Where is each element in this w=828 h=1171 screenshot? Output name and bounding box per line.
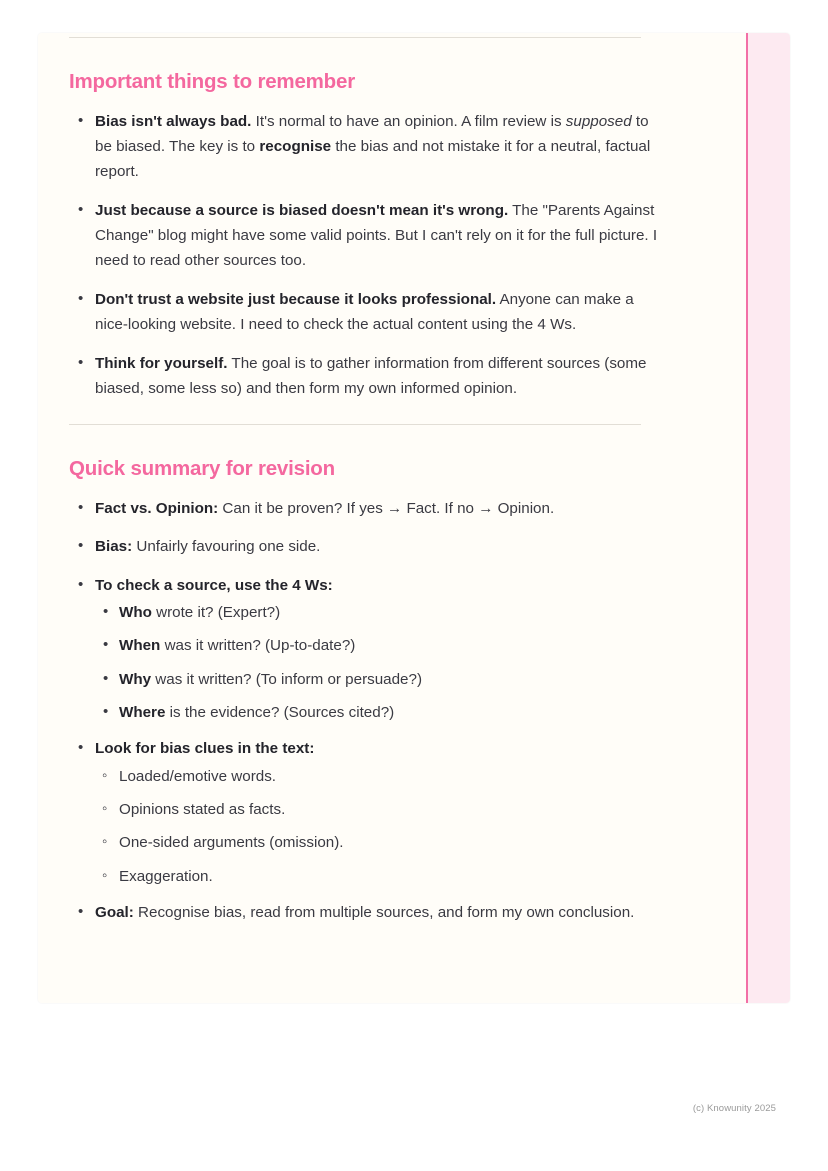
list-item — [69, 198, 669, 274]
divider-middle — [69, 424, 641, 425]
list-item-lead: Bias isn't always bad. — [95, 112, 252, 130]
list-item-lead: Goal: — [95, 903, 134, 921]
sub-list-item — [95, 765, 669, 789]
list-item — [69, 534, 669, 559]
sub-list-item — [95, 701, 669, 725]
sub-list-item-text: Opinions stated as facts. — [119, 801, 286, 818]
list-item-text: Recognise bias, read from multiple sources, and form my own conclusion. — [133, 903, 635, 921]
list-item — [69, 109, 669, 185]
sub-list-item — [95, 798, 669, 822]
list-item-text-3: the bias and not mistake it for a neutral, factual report. — [95, 137, 651, 181]
important-things-list — [69, 109, 669, 402]
sub-list-item-lead: Where — [119, 704, 166, 721]
list-item-text: Unfairly favouring one side. — [132, 538, 321, 556]
list-item-text: Anyone can make a nice-looking website. I need to check the actual content using the 4 Ws. — [95, 290, 634, 334]
list-item-text: The "Parents Against Change" blog might have some valid points. But I can't rely on it for the full picture. I need to read other sources too. — [95, 201, 658, 270]
sub-list-item — [95, 668, 669, 692]
document-content — [69, 33, 669, 938]
sub-list-item-lead: When — [119, 637, 161, 655]
bias-clues-sublist — [95, 765, 669, 889]
list-item-emphasis: supposed — [565, 112, 632, 130]
list-item — [69, 900, 669, 925]
sub-list-item — [95, 634, 669, 658]
list-item-lead: Bias: — [95, 538, 133, 556]
sub-list-item-text: wrote it? (Expert?) — [151, 604, 281, 622]
list-item-text: Can it be proven? If yes → Fact. If no → Opinion. — [218, 499, 555, 517]
section-title-important-things: Important things to remember — [69, 70, 355, 93]
sub-list-item-lead: Who — [119, 604, 152, 622]
four-ws-sublist — [95, 601, 669, 725]
sub-list-item — [95, 865, 669, 889]
list-item — [69, 351, 669, 402]
sub-list-item-text: was it written? (Up-to-date?) — [160, 637, 356, 655]
document-page — [38, 33, 790, 1003]
decorative-pink-strip — [746, 33, 790, 1003]
sub-list-item-text: Loaded/emotive words. — [119, 767, 277, 785]
list-item-bold-2: recognise — [259, 137, 332, 155]
list-item — [69, 496, 669, 521]
sub-list-item-text: Exaggeration. — [119, 867, 213, 885]
list-item-lead: Don't trust a website just because it looks professional. — [95, 290, 497, 308]
list-item — [69, 287, 669, 338]
sub-list-item-text: is the evidence? (Sources cited?) — [165, 704, 395, 721]
list-item — [69, 573, 669, 726]
section-title-quick-summary: Quick summary for revision — [69, 457, 335, 481]
list-item-lead: Fact vs. Opinion: — [95, 499, 219, 517]
list-item-text: The goal is to gather information from different sources (some biased, some less so) and then form my own informed opinion. — [95, 354, 647, 397]
list-item-lead: Think for yourself. — [95, 354, 228, 372]
quick-summary-list — [69, 496, 669, 925]
list-item-lead: To check a source, use the 4 Ws: — [95, 576, 333, 594]
sub-list-item-lead: Why — [119, 670, 152, 688]
sub-list-item-text: One-sided arguments (omission). — [119, 834, 344, 852]
list-item-text: It's normal to have an opinion. A film review is — [251, 112, 566, 130]
list-item-text-2: to be biased. The key is to — [95, 112, 649, 155]
list-item-lead: Just because a source is biased doesn't mean it's wrong. — [95, 201, 509, 219]
list-item — [69, 736, 669, 889]
sub-list-item — [95, 831, 669, 855]
list-item-lead: Look for bias clues in the text: — [95, 740, 315, 758]
footer-copyright: (c) Knowunity 2025 — [692, 1103, 776, 1114]
divider-top — [69, 37, 641, 38]
sub-list-item — [95, 601, 669, 625]
sub-list-item-text: was it written? (To inform or persuade?) — [151, 670, 423, 688]
